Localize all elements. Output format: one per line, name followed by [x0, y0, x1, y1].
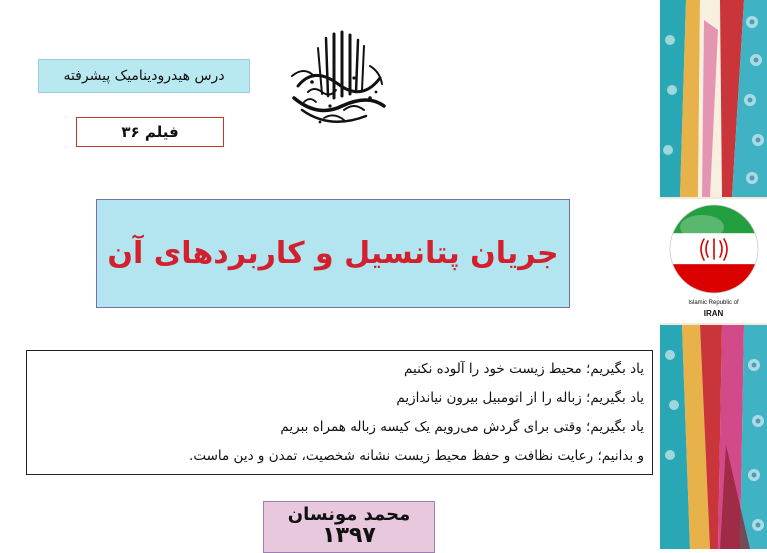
film-number-label [76, 117, 224, 147]
slide-title-text: جریان پتانسیل و کاربردهای آن [107, 236, 559, 271]
iran-flag-icon [668, 203, 760, 295]
bismillah-calligraphy-icon [284, 26, 392, 130]
environment-notes [26, 350, 653, 475]
decorative-ribbon-icon [660, 0, 767, 197]
note-line: یاد بگیریم؛ محیط زیست خود را آلوده نکنیم [404, 361, 644, 377]
iran-flag-card [660, 199, 767, 323]
course-label [38, 59, 250, 93]
flag-country: IRAN [703, 309, 724, 318]
flag-caption: Islamic Republic of [688, 300, 739, 306]
decorative-ribbon-icon [660, 325, 767, 549]
slide-title [96, 199, 570, 308]
author-year: ۱۳۹۷ [322, 523, 376, 548]
course-label-text: درس هیدرودینامیک پیشرفته [63, 68, 225, 84]
note-line: و بدانیم؛ رعایت نظافت و حفظ محیط زیست نشانه شخصیت، تمدن و دین ماست. [189, 448, 644, 464]
author-name: محمد مونسان [287, 504, 411, 525]
note-line: یاد بگیریم؛ زباله را از اتومبیل بیرون نیاندازیم [396, 390, 644, 406]
note-line: یاد بگیریم؛ وقتی برای گردش می‌رویم یک کیسه زباله همراه ببریم [280, 419, 644, 435]
film-number-text: فیلم ۳۶ [121, 123, 179, 141]
author-box [263, 501, 435, 553]
